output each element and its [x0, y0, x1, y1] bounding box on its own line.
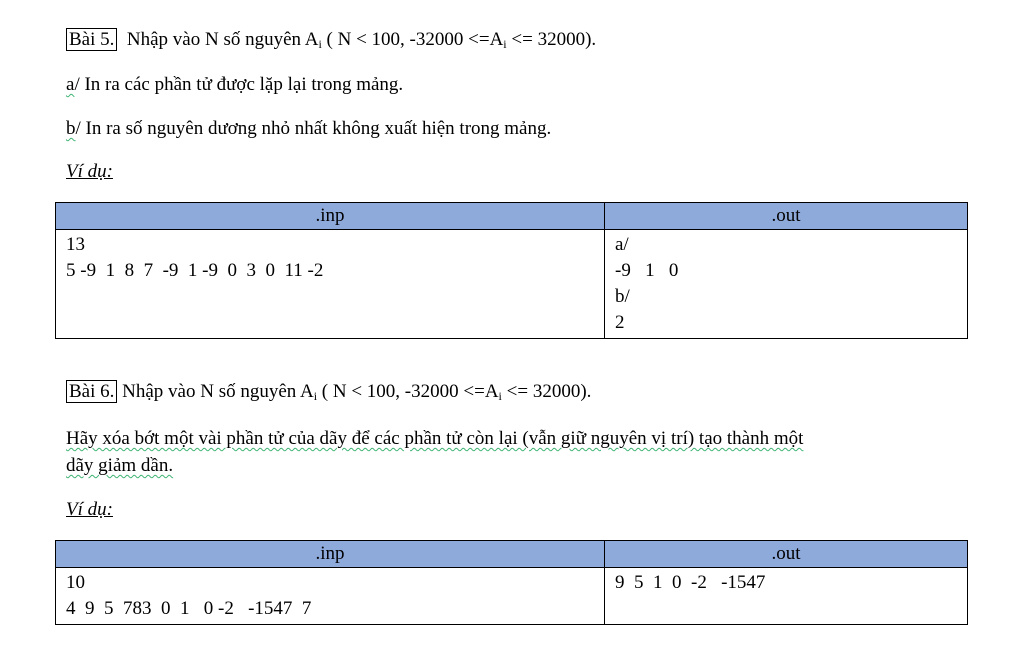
bai5-statement: [66, 28, 596, 52]
bai5-out-line: b/: [615, 286, 630, 307]
bai5-example-text: Ví dụ:: [66, 161, 113, 182]
bai6-out-cell: [605, 568, 968, 625]
bai5-statement-suffix: <= 32000).: [506, 29, 597, 50]
bai5-header-out: .out: [605, 203, 968, 230]
bai5-sub-i-2: i: [503, 37, 507, 51]
bai5-out-line: 2: [615, 312, 625, 333]
bai6-desc-line-1: [66, 427, 803, 451]
bai5-inp-line: 13: [66, 234, 85, 255]
bai6-example-text: Ví dụ:: [66, 499, 113, 520]
bai6-desc-line-2: [66, 454, 173, 478]
bai6-inp-line: 4 9 5 783 0 1 0 -2 -1547 7: [66, 598, 312, 619]
bai6-statement: [66, 380, 591, 404]
bai5-header-inp: .inp: [56, 203, 605, 230]
bai5-part-a: [66, 73, 403, 97]
bai6-header-inp: .inp: [56, 541, 605, 568]
bai5-statement-prefix: Nhập vào N số nguyên A: [126, 29, 319, 50]
bai6-example-label: [66, 498, 113, 522]
bai6-io-table: [55, 540, 968, 625]
bai5-label: Bài 5.: [66, 28, 117, 51]
bai5-sub-i: i: [318, 37, 322, 51]
bai5-part-b-text: / In ra số nguyên dương nhỏ nhất không xuất hiện trong mảng.: [75, 118, 552, 139]
bai6-header-out: .out: [605, 541, 968, 568]
bai6-inp-cell: [56, 568, 605, 625]
bai6-out-line: 9 5 1 0 -2 -1547: [615, 572, 766, 593]
bai5-part-b: [66, 117, 551, 141]
bai6-inp-line: 10: [66, 572, 85, 593]
bai5-inp-cell: [56, 230, 605, 339]
bai5-part-b-letter: b: [66, 118, 76, 139]
bai5-io-table: [55, 202, 968, 339]
bai6-desc-text-1: Hãy xóa bớt một vài phần tử của dãy để các phần tử còn lại (vẫn giữ nguyên vị trí) tạo thành một: [66, 428, 804, 449]
bai5-out-line: a/: [615, 234, 629, 255]
bai6-sub-i-2: i: [498, 389, 502, 403]
bai5-out-line: -9 1 0: [615, 260, 679, 281]
bai5-inp-line: 5 -9 1 8 7 -9 1 -9 0 3 0 11 -2: [66, 260, 324, 281]
bai5-part-a-letter: a: [66, 74, 75, 95]
bai6-statement-mid: ( N < 100, -32000 <=A: [317, 381, 499, 402]
bai5-example-label: [66, 160, 113, 184]
bai6-desc-text-2: dãy giảm dần.: [66, 455, 174, 476]
bai5-part-a-text: / In ra các phần tử được lặp lại trong mảng.: [74, 74, 404, 95]
bai5-statement-mid: ( N < 100, -32000 <=A: [321, 29, 504, 50]
bai6-statement-prefix: Nhập vào N số nguyên A: [122, 381, 314, 402]
bai6-statement-suffix: <= 32000).: [501, 381, 592, 402]
bai6-label: Bài 6.: [66, 380, 117, 403]
bai5-out-cell: [605, 230, 968, 339]
bai6-sub-i: i: [313, 389, 318, 403]
